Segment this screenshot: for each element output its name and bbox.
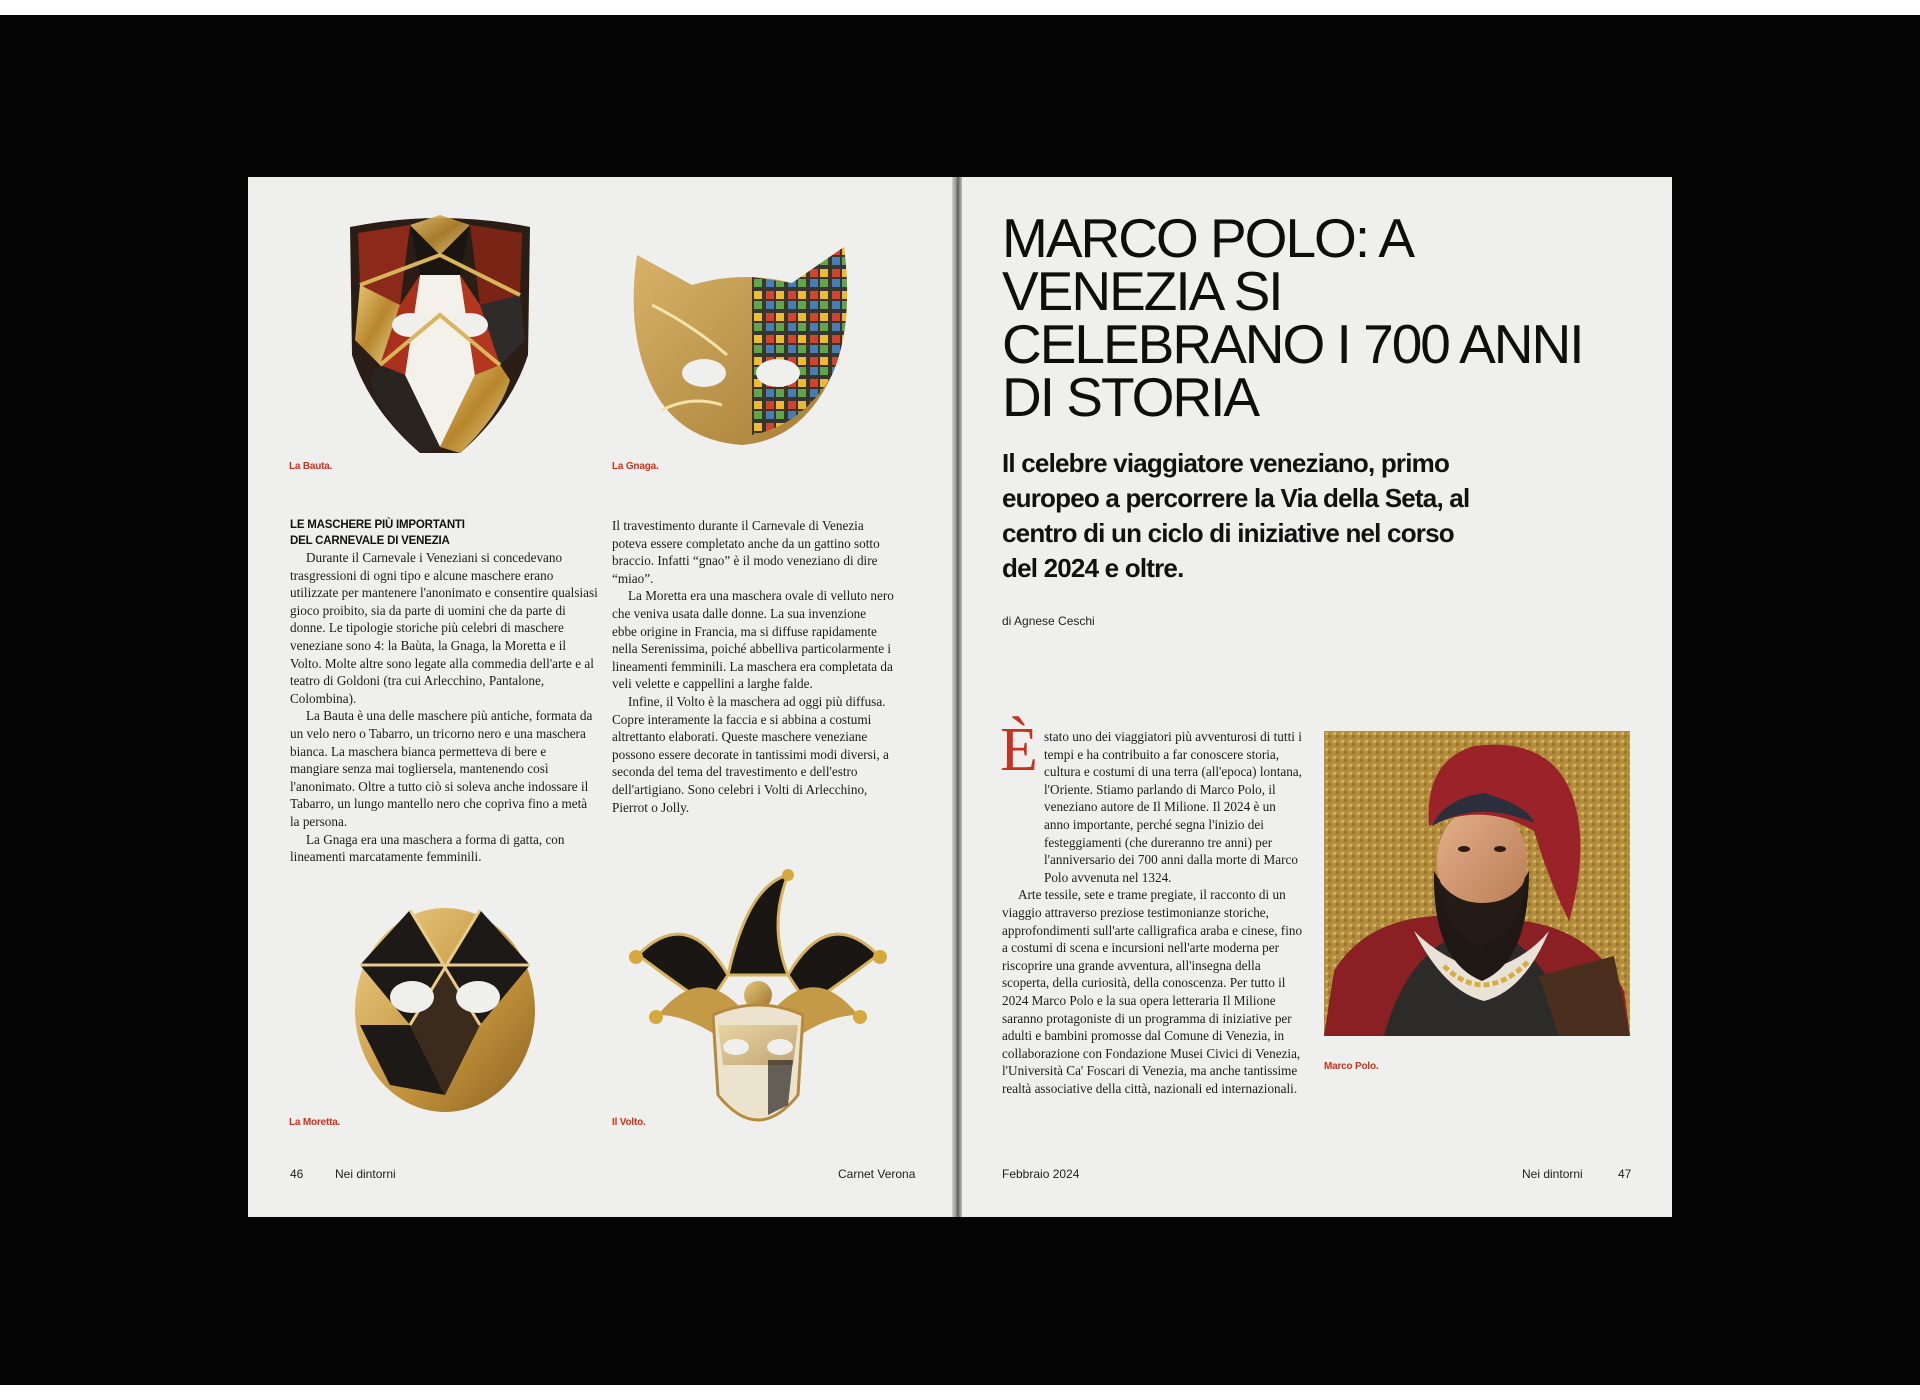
paragraph: Arte tessile, sete e trame pregiate, il racconto di un viaggio attraverso preziose testimonianze storiche, approfondimenti sull'arte calligrafica araba e cinese, fino a costumi di scena e incursioni nell'arte moderna per riscoprire una grande avventura, all'insegna della scoperta, della curiosità, della conoscenza. Per tutto il 2024 Marco Polo e la sua opera letteraria Il Milione saranno protagoniste di un programma di iniziative per adulti e bambini promosse dal Comune di Venezia, in collaborazione con Fondazione Musei Civici di Venezia, l'Università Ca' Foscari di Venezia, ma anche tantissime realtà associative della città, nazionali ed internazionali. [1002,887,1303,1096]
article-subtitle: Il celebre viaggiatore veneziano, primo europeo a percorrere la Via della Seta, al centro di un ciclo di iniziative nel corso del 2024 e oltre. [1002,448,1470,583]
volto-mask-image [618,865,898,1145]
section-name-left: Nei dintorni [335,1167,396,1181]
article-title: MARCO POLO: A VENEZIA SI CELEBRANO I 700 ANNI DI STORIA [1002,207,1583,428]
caption-gnaga: La Gnaga. [612,461,659,472]
marco-polo-portrait [1324,731,1630,1036]
section-heading-line-1: LE MASCHERE PIÙ IMPORTANTI [290,519,465,531]
caption-bauta: La Bauta. [289,461,333,472]
paragraph: Infine, il Volto è la maschera ad oggi più diffusa. Copre interamente la faccia e si abbina a costumi altrettanto elaborati. Queste maschere veneziane possono essere decorate in tantissimi modi diversi, a seconda del tema del travestimento e dell'estro dell'artigiano. Sono celebri i Volti di Arlecchino, Pierrot o Jolly. [612,693,889,815]
article-body [1002,728,1304,1097]
byline: di Agnese Ceschi [1002,614,1095,628]
gnaga-mask-image [632,245,852,450]
caption-volto: Il Volto. [612,1117,646,1128]
column-right [612,517,894,816]
page-number-right: 47 [1618,1167,1632,1181]
paragraph: La Gnaga era una maschera a forma di gatta, con lineamenti marcatamente femminili. [290,831,565,865]
caption-moretta: La Moretta. [289,1117,341,1128]
magazine-name: Carnet Verona [838,1167,916,1181]
paragraph: Il travestimento durante il Carnevale di Venezia poteva essere completato anche da un gattino sotto braccio. Infatti “gnao” è il modo veneziano di dire “miao”. [612,518,880,586]
moretta-mask-image [350,905,540,1115]
drop-cap: È [1000,716,1038,784]
page-number-left: 46 [290,1167,304,1181]
paragraph: Durante il Carnevale i Veneziani si concedevano trasgressioni di ogni tipo e alcune maschere erano utilizzate per mantenere l'anonimato e consentire qualsiasi gioco proibito, sia da parte di uomini che da parte di donne. Le tipologie storiche più celebri di maschere veneziane sono 4: la Baùta, la Gnaga, la Moretta e il Volto. Molte altre sono legate alla commedia dell'arte e al teatro di Goldoni (tra cui Arlecchino, Pantalone, Colombina). [290,550,598,706]
paragraph: stato uno dei viaggiatori più avventurosi di tutti i tempi e ha contribuito a far conoscere storia, cultura e costumi di una terra (all'epoca) lontana, l'Oriente. Stiamo parlando di Marco Polo, il veneziano autore de Il Milione. Il 2024 è un anno importante, perché segna l'inizio dei festeggiamenti (che dureranno tre anni) per l'anniversario dei 700 anni dalla morte di Marco Polo avvenuta nel 1324. [1044,729,1302,885]
bauta-mask-image [340,215,540,465]
column-left [290,517,598,866]
section-heading-line-2: DEL CARNEVALE DI VENEZIA [290,535,450,547]
section-name-right: Nei dintorni [1522,1167,1583,1181]
issue-date: Febbraio 2024 [1002,1167,1080,1181]
page-spine [952,177,962,1217]
paragraph: La Moretta era una maschera ovale di velluto nero che veniva usata dalle donne. La sua invenzione ebbe origine in Francia, ma si diffuse rapidamente nella Serenissima, poiché abbelliva particolarmente i lineamenti femminili. La maschera era completata da veli velette e cappellini a larghe falde. [612,588,894,692]
paragraph: La Bauta è una delle maschere più antiche, formata da un velo nero o Tabarro, un tricorno nero e una maschera bianca. La maschera bianca permetteva di bere e mangiare senza mai togliersela, mantenendo così l'anonimato. Oltre a tutto ciò si soleva anche indossare il Tabarro, un lungo mantello nero che copriva fino a metà la persona. [290,708,593,829]
section-heading [290,517,598,549]
caption-marco-polo: Marco Polo. [1324,1061,1379,1072]
